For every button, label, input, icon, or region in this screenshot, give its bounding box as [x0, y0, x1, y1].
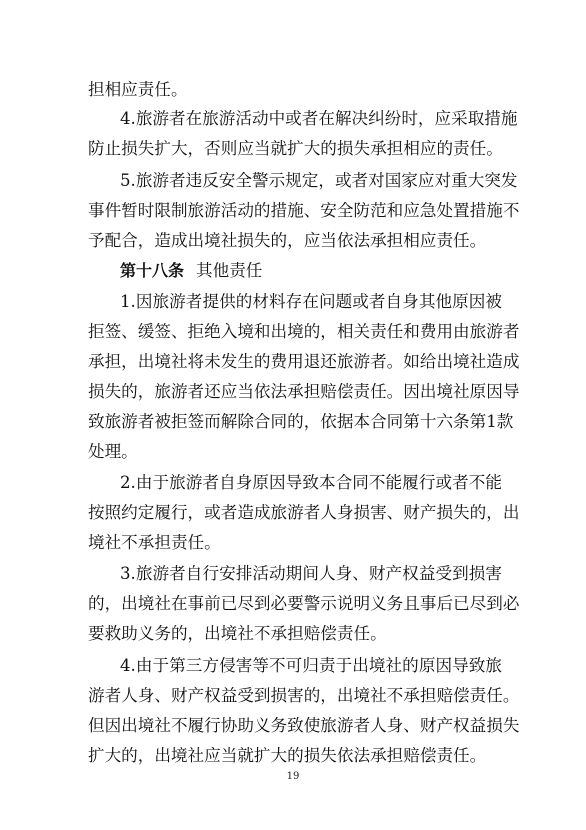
text-line: 按照约定履行，或者造成旅游者人身损害、财产损失的，出	[88, 503, 520, 522]
text-line: 拒签、缓签、拒绝入境和出境的，相关责任和费用由旅游者	[88, 322, 520, 341]
text-line: 4.由于第三方侵害等不可归责于出境社的原因导致旅	[120, 656, 502, 675]
text-line: 游者人身、财产权益受到损害的，出境社不承担赔偿责任。	[88, 686, 520, 705]
text-line: 防止损失扩大，否则应当就扩大的损失承担相应的责任。	[88, 139, 503, 158]
article-heading	[120, 256, 502, 286]
text-line: 但因出境社不履行协助义务致使旅游者人身、财产权益损失	[88, 716, 520, 735]
text-line: 事件暂时限制旅游活动的措施、安全防范和应急处置措施不	[88, 201, 520, 220]
text-line: 的，出境社在事前已尽到必要警示说明义务且事后已尽到必	[88, 594, 520, 613]
text-line: 2.由于旅游者自身原因导致本合同不能履行或者不能	[120, 473, 502, 492]
article-title: 其他责任	[196, 261, 263, 280]
text-line: 处理。	[88, 442, 138, 461]
article-number: 第十八条	[120, 261, 185, 280]
text-line: 担相应责任。	[88, 80, 188, 99]
text-line: 扩大的，出境社应当就扩大的损失依法承担赔偿责任。	[88, 746, 487, 765]
page-number: 19	[286, 771, 300, 782]
text-line: 损失的，旅游者还应当依法承担赔偿责任。因出境社原因导	[88, 382, 520, 401]
text-line: 4.旅游者在旅游活动中或者在解决纠纷时，应采取措施	[120, 109, 518, 128]
text-line: 予配合，造成出境社损失的，应当依法承担相应责任。	[88, 231, 487, 250]
text-line: 5.旅游者违反安全警示规定，或者对国家应对重大突发	[120, 171, 518, 190]
text-line: 致旅游者被拒签而解除合同的，依据本合同第十六条第1款	[88, 412, 514, 431]
text-line: 3.旅游者自行安排活动期间人身、财产权益受到损害	[120, 564, 502, 583]
text-line: 1.因旅游者提供的材料存在问题或者自身其他原因被	[120, 292, 502, 311]
text-line: 境社不承担责任。	[88, 533, 221, 552]
text-line: 承担，出境社将未发生的费用退还旅游者。如给出境社造成	[88, 352, 520, 371]
text-line: 要救助义务的，出境社不承担赔偿责任。	[88, 624, 387, 643]
